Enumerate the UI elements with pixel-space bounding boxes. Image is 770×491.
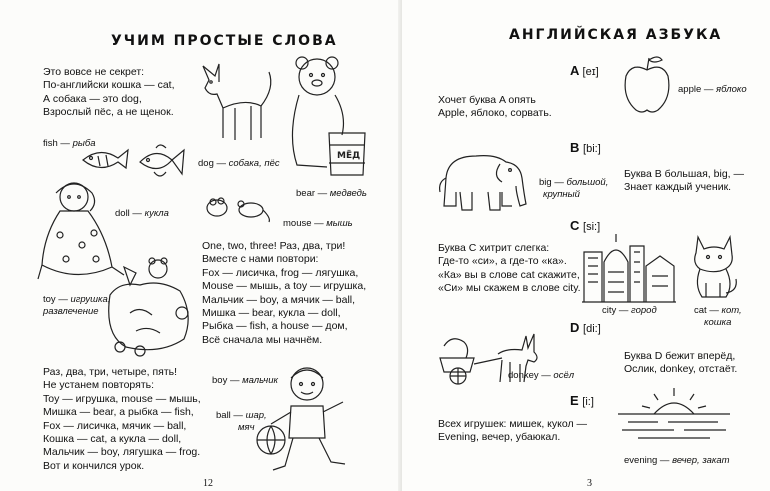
poem-line: Мишка — bear, а рыбка — fish, (43, 406, 194, 419)
caption-evening: evening — вечер, закат (624, 455, 730, 466)
poem-line: Взрослый пёс, а не щенок. (43, 106, 174, 119)
right-page-title: АНГЛИЙСКАЯ АЗБУКА (509, 27, 723, 43)
poem-line: Мальчик — boy, а мячик — ball, (202, 293, 356, 306)
rhyme-a (438, 94, 552, 121)
boy-illustration (255, 362, 360, 477)
letter-d: D [di:] (570, 320, 601, 335)
left-page-title: УЧИМ ПРОСТЫЕ СЛОВА (111, 33, 338, 49)
city-illustration (580, 232, 678, 304)
rhyme-line: Знает каждый ученик. (624, 181, 732, 194)
caption-city: city — город (602, 305, 657, 316)
right-page (402, 0, 770, 491)
rhyme-line: Буква D бежит вперёд, (624, 350, 736, 362)
sunset-illustration (614, 384, 734, 444)
cat-illustration (690, 233, 740, 301)
page-number-left: 12 (203, 478, 213, 489)
rhyme-line: «Ка» вы в слове cat скажите, (438, 268, 580, 281)
caption-ball: ball — шар, мяч (216, 410, 267, 433)
poem-line: Всё сначала мы начнём. (202, 333, 323, 346)
rhyme-e (438, 418, 587, 445)
rhyme-d (624, 350, 737, 377)
toy-bag-illustration (100, 255, 195, 355)
apple-illustration (622, 54, 672, 116)
rhyme-line: Apple, яблоко, сорвать. (438, 107, 552, 120)
poem-line: Мишка — bear, кукла — doll, (202, 307, 341, 320)
letter-c: C [si:] (570, 218, 601, 233)
poem-counting (202, 240, 366, 347)
page-number-right: 3 (587, 478, 592, 489)
poem-line: По-английски кошка — cat, (43, 79, 175, 92)
caption-toy: toy — игрушка, развлечение (43, 294, 111, 317)
rhyme-line: Буква B большая, big, — (624, 168, 744, 180)
rhyme-line: Всех игрушек: мишек, кукол — (438, 418, 587, 430)
caption-fish: fish — рыба (43, 138, 96, 149)
poem-line: Mouse — мышь, а toy — игрушка, (202, 280, 367, 293)
poem-line: Это вовсе не секрет: (43, 66, 145, 78)
poem-line: Fox — лисичка, frog — лягушка, (202, 266, 359, 279)
caption-boy: boy — мальчик (212, 375, 278, 386)
poem-lesson (43, 366, 201, 473)
rhyme-line: Хочет буква A опять (438, 94, 536, 106)
dog-illustration (195, 58, 280, 148)
poem-line: А собака — это dog, (43, 92, 142, 105)
poem-line: Не устанем повторять: (43, 379, 155, 392)
rhyme-c (438, 242, 581, 296)
letter-b: B [bi:] (570, 140, 601, 155)
poem-line: Кошка — cat, а кукла — doll, (43, 433, 182, 446)
caption-bear: bear — медведь (296, 188, 367, 199)
caption-apple: apple — яблоко (678, 84, 747, 95)
poem-cat-dog (43, 66, 175, 120)
rhyme-line: «Си» мы скажем в слове city. (438, 282, 581, 295)
caption-doll: doll — кукла (115, 208, 169, 219)
letter-a: A [eɪ] (570, 63, 599, 78)
caption-cat: cat — кот, кошка (694, 305, 742, 328)
poem-line: Fox — лисичка, мячик — ball, (43, 419, 187, 432)
caption-donkey: donkey — осёл (508, 370, 575, 381)
letter-e: E [i:] (570, 393, 594, 408)
rhyme-line: Буква C хитрит слегка: (438, 242, 550, 254)
rhyme-line: Evening, вечер, убаюкал. (438, 431, 561, 444)
poem-line: Рыбка — fish, а house — дом, (202, 320, 348, 333)
elephant-illustration (436, 148, 536, 218)
poem-line: Toy — игрушка, mouse — мышь, (43, 392, 201, 405)
rhyme-b (624, 168, 744, 195)
caption-mouse: mouse — мышь (283, 218, 353, 229)
caption-dog: dog — собака, пёс (198, 158, 280, 169)
poem-line: Мальчик — boy, лягушка — frog. (43, 446, 201, 459)
bear-illustration (287, 55, 372, 180)
rhyme-line: Где-то «си», а где-то «ка». (438, 255, 567, 268)
caption-big: big — большой, крупный (539, 177, 609, 200)
poem-line: Раз, два, три, четыре, пять! (43, 366, 178, 378)
poem-line: One, two, three! Раз, два, три! (202, 240, 346, 252)
mouse-illustration (203, 192, 273, 224)
poem-line: Вместе с нами повтори: (202, 253, 319, 266)
poem-line: Вот и кончился урок. (43, 459, 145, 472)
barrel-label: МЁД (337, 151, 361, 161)
rhyme-line: Ослик, donkey, отстаёт. (624, 363, 738, 376)
